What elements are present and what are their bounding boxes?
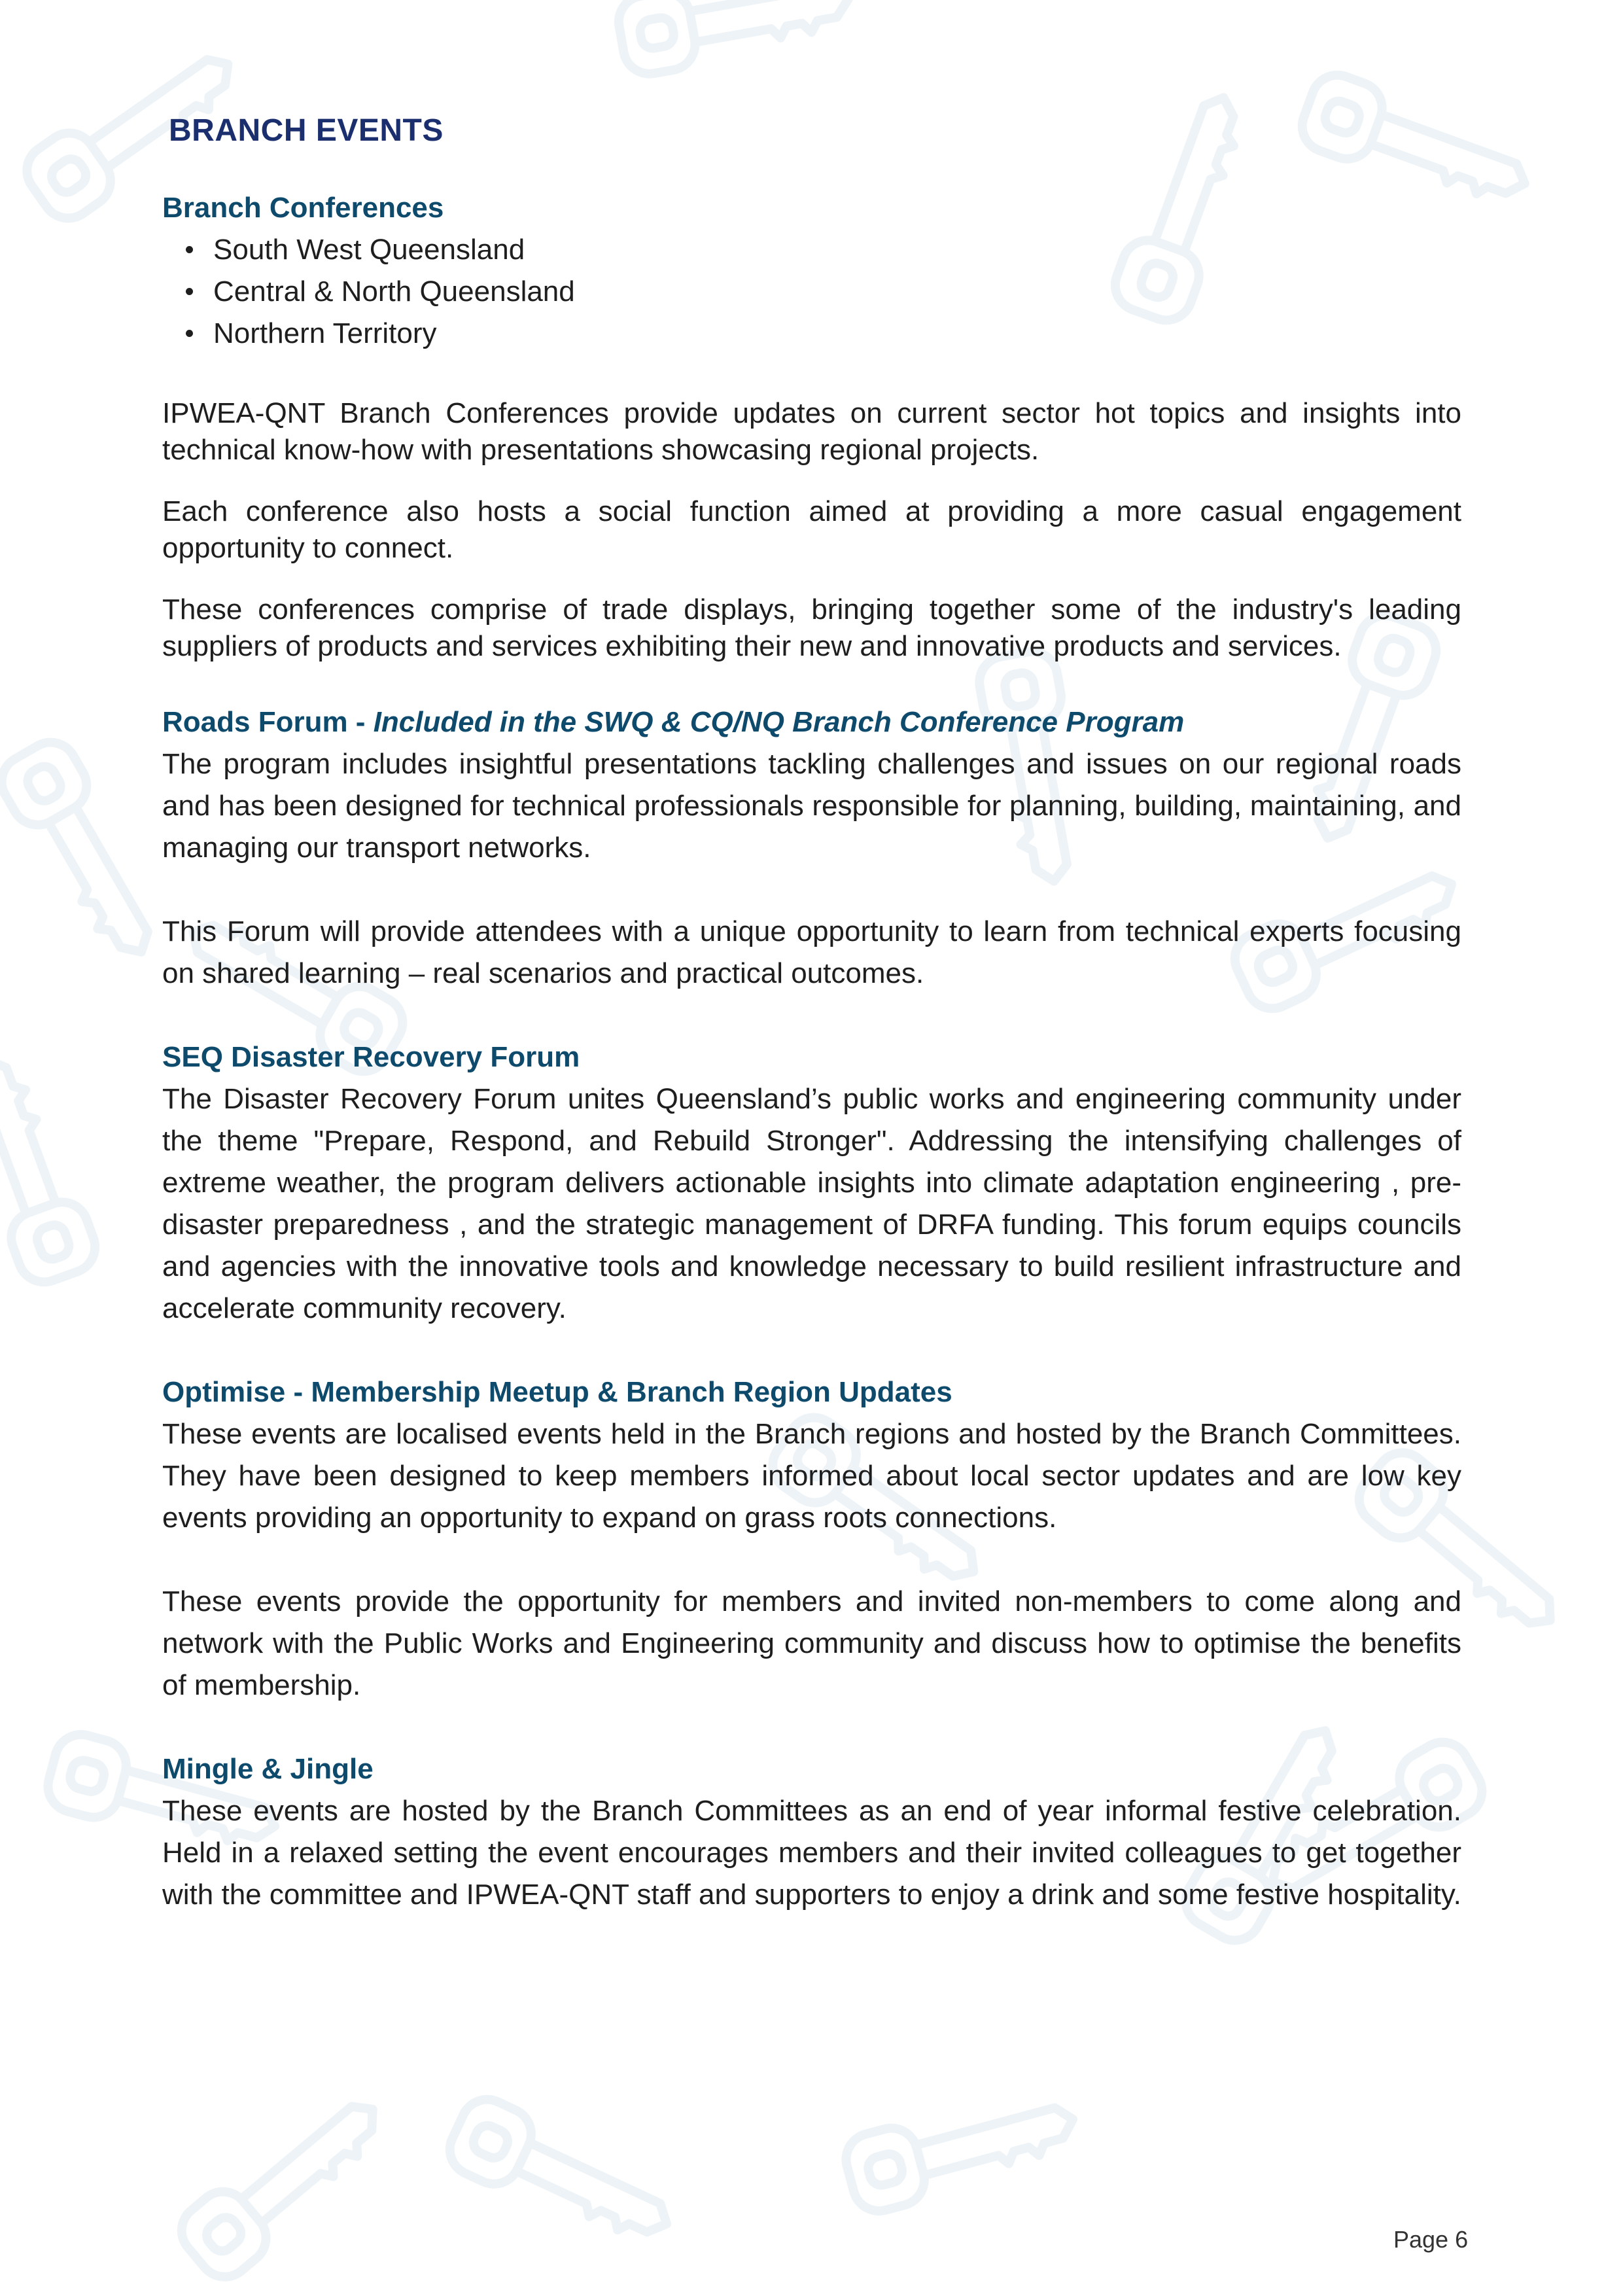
regions-list (162, 229, 1461, 355)
seq-forum-paragraph: The Disaster Recovery Forum unites Queensland’s public works and engineering community under the theme "Prepare, Respond, and Rebuild Stronger". Addressing the intensifying challenges of extreme weather, the program delivers actionable insights into climate adaptation engineering , pre-disaster preparedness , and the strategic management of DRFA funding. This forum equips councils and agencies with the innovative tools and knowledge necessary to build resilient infrastructure and accelerate community recovery. (162, 1083, 1461, 1324)
region-label: Central & North Queensland (213, 275, 575, 308)
page-content (162, 105, 1461, 1916)
mingle-section (162, 1748, 1461, 1916)
branch-conferences-paragraph-2: Each conference also hosts a social function aimed at providing a more casual engagement opportunity to connect. (162, 495, 1461, 564)
branch-conferences-section (162, 187, 1461, 665)
mingle-heading: Mingle & Jingle (162, 1753, 374, 1785)
branch-conferences-paragraph-1: IPWEA-QNT Branch Conferences provide updates on current sector hot topics and insights into technical know-how with presentations showcasing regional projects. (162, 397, 1461, 466)
page-title: BRANCH EVENTS (169, 113, 444, 148)
list-item (162, 229, 1461, 271)
region-label: South West Queensland (213, 234, 525, 266)
list-item (162, 271, 1461, 313)
roads-forum-heading (162, 701, 1461, 743)
optimise-section (162, 1371, 1461, 1706)
roads-forum-paragraph-2: This Forum will provide attendees with a unique opportunity to learn from technical experts focusing on shared learning – real scenarios and practical outcomes. (162, 915, 1461, 989)
bullet-icon (186, 330, 193, 337)
bullet-icon (186, 288, 193, 295)
region-label: Northern Territory (213, 317, 437, 349)
optimise-paragraph-1: These events are localised events held in the Branch regions and hosted by the Branch Committees. They have been designed to keep members informed about local sector updates and are low key events providing an opportunity to expand on grass roots connections. (162, 1418, 1461, 1534)
branch-conferences-heading: Branch Conferences (162, 192, 444, 224)
roads-forum-subtitle: Included in the SWQ & CQ/NQ Branch Conference Program (373, 706, 1185, 738)
roads-forum-paragraph-1: The program includes insightful presentations tackling challenges and issues on our regional roads and has been designed for technical professionals responsible for planning, building, maintaining, and managing our transport networks. (162, 748, 1461, 864)
page-number: Page 6 (1393, 2226, 1469, 2253)
branch-conferences-paragraph-3: These conferences comprise of trade displays, bringing together some of the industry's leading suppliers of products and services exhibiting their new and innovative products and services. (162, 593, 1461, 662)
optimise-heading: Optimise - Membership Meetup & Branch Region Updates (162, 1376, 952, 1408)
roads-forum-section (162, 701, 1461, 995)
roads-forum-title: Roads Forum - (162, 706, 374, 738)
seq-forum-section (162, 1036, 1461, 1330)
bullet-icon (186, 246, 193, 253)
mingle-paragraph: These events are hosted by the Branch Committees as an end of year informal festive celebration. Held in a relaxed setting the event encourages members and their invited colleagues to get together with the committee and IPWEA-QNT staff and supporters to enjoy a drink and some festive hospitality. (162, 1795, 1461, 1911)
list-item (162, 313, 1461, 355)
optimise-paragraph-2: These events provide the opportunity for members and invited non-members to come along and network with the Public Works and Engineering community and discuss how to optimise the benefits of membership. (162, 1585, 1461, 1701)
seq-forum-heading: SEQ Disaster Recovery Forum (162, 1041, 580, 1073)
